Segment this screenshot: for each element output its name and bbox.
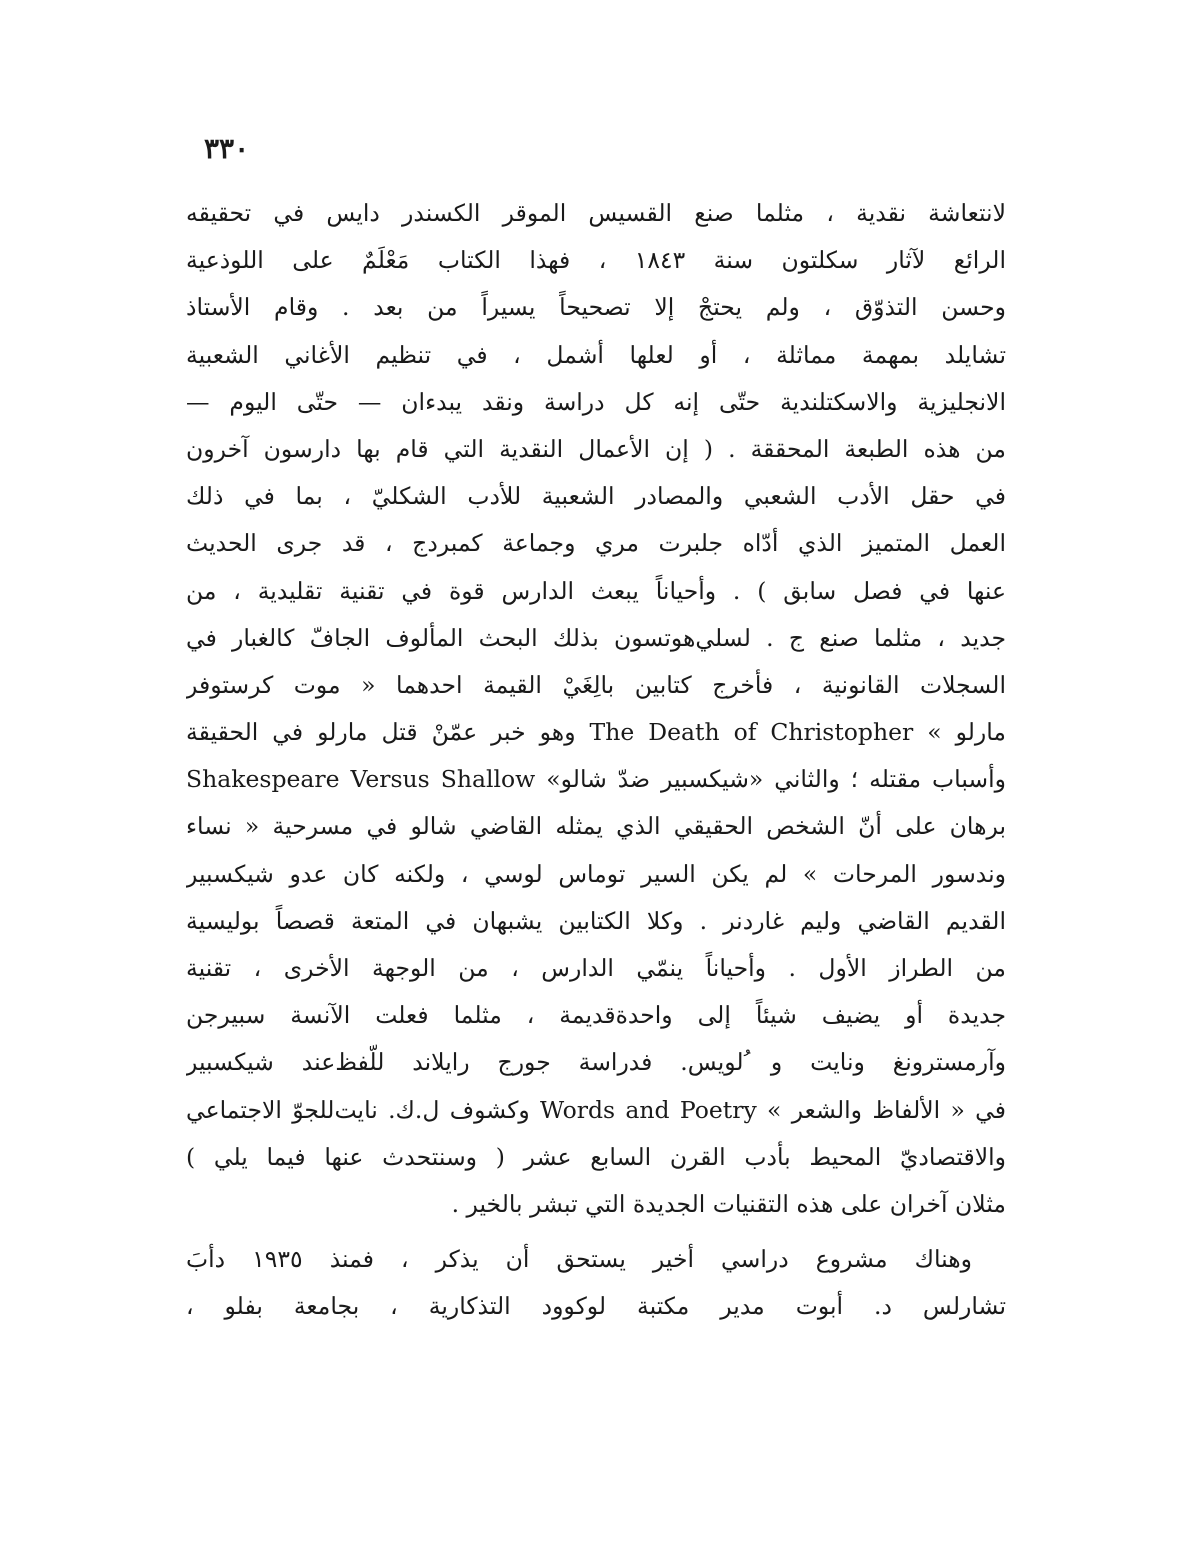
text-line: من الطراز الأول . وأحياناً ينمّي الدارس ، من الوجهة الأخرى ، تقنية [186, 954, 1006, 982]
text-line: عنها في فصل سابق ) . وأحياناً يبعث الدارس قوة في تقنية تقليدية ، من [186, 576, 1006, 605]
paragraph-gap [186, 1228, 1006, 1236]
text-line: في « الألفاظ والشعر » Words and Poetry وكشوف ل.ك. نايت‌للجوّ الاجتماعي [186, 1095, 1006, 1124]
text-line: جديدة أو يضيف شيئاً إلى واحدةقديمة ، مثلما فعلت الآنسة سبيرجن [186, 1001, 1006, 1030]
text-line: تشايلد بمهمة مماثلة ، أو لعلها أشمل ، في تنظيم الأغاني الشعبية [186, 340, 1006, 369]
text-line: لانتعاشة نقدية ، مثلما صنع القسيس الموقر الكسندر دايس في تحقيقه [186, 199, 1006, 227]
text-line: وأسباب مقتله ؛ والثاني «شيكسبير ضدّ شالو» Shakespeare Versus Shallow [186, 765, 1006, 794]
page-number: ٣٣٠ [204, 132, 250, 165]
text-line: مارلو » The Death of Christopher وهو خبر عمّنْ قتل مارلو في الحقيقة [186, 718, 1006, 747]
text-line: وحسن التذوّق ، ولم يحتجْ إلا تصحيحاً يسيراً من بعد . وقام الأستاذ [186, 293, 1006, 322]
text-line: والاقتصاديّ المحيط بأدب القرن السابع عشر ( وسنتحدث عنها فيما يلي ) [186, 1142, 1006, 1171]
text-line: تشارلس د. أبوت مدير مكتبة لوكوود التذكارية ، بجامعة بفلو ، [186, 1292, 1006, 1321]
text-line: السجلات القانونية ، فأخرج كتابين بالِغَيْ القيمة احدهما « موت كرستوفر [186, 670, 1006, 699]
text-line: جديد ، مثلما صنع ج . لسلي‌هوتسون بذلك البحث المألوف الجافّ كالغبار في [186, 623, 1006, 652]
text-line: مثلان آخران على هذه التقنيات الجديدة التي تبشر بالخير . [451, 1189, 1006, 1218]
text-line: وآرمسترونغ ونايت و ُلويس. فدراسة جورج رايلاند للّفظ‌عند شيكسبير [186, 1048, 1006, 1077]
text-line: وهناك مشروع دراسي أخير يستحق أن يذكر ، فمنذ ١٩٣٥ دأبَ [186, 1245, 972, 1274]
text-line: العمل المتميز الذي أدّاه جلبرت مري وجماعة كمبردج ، قد جرى الحديث [186, 529, 1006, 558]
text-line: في حقل الأدب الشعبي والمصادر الشعبية للأدب الشكليّ ، بما في ذلك [186, 482, 1006, 511]
text-line: القديم القاضي وليم غاردنر . وكلا الكتابين يشبهان في المتعة قصصاً بوليسية [186, 906, 1006, 935]
text-line: وندسور المرحات » لم يكن السير توماس لوسي ، ولكنه كان عدو شيكسبير [186, 859, 1006, 888]
text-line: برهان على أنّ الشخص الحقيقي الذي يمثله القاضي شالو في مسرحية « نساء [186, 812, 1006, 841]
text-line: من هذه الطبعة المحققة . ( إن الأعمال النقدية التي قام بها دارسون آخرون [186, 434, 1006, 463]
text-line: الانجليزية والاسكتلندية حتّى إنه كل دراسة ونقد يبدءان — حتّى اليوم — [186, 387, 1006, 416]
text-line: الرائع لآثار سكلتون سنة ١٨٤٣ ، فهذا الكتاب مَعْلَمٌ على اللوذعية [186, 246, 1006, 275]
body-text [186, 190, 1006, 1331]
